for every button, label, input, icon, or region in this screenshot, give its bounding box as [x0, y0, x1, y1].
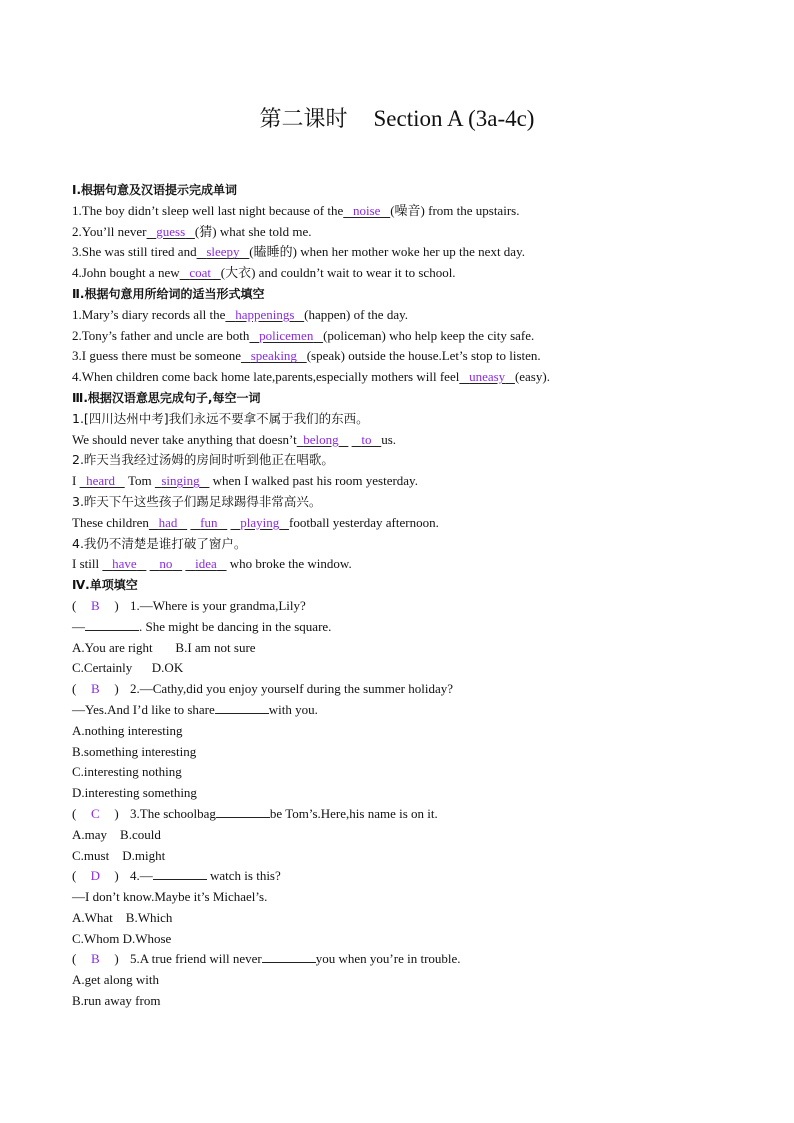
answer: no — [159, 556, 173, 572]
s4-q5-option: B.run away from — [72, 993, 161, 1009]
s4-q3-options-cd: C.must D.might — [72, 847, 166, 863]
answer-blank — [153, 867, 207, 880]
answer: D — [90, 868, 101, 884]
s3-q1-chinese: 1.[四川达州中考]我们永远不要拿不属于我们的东西。 — [72, 410, 369, 426]
answer: to — [361, 431, 372, 447]
answer: had — [158, 514, 178, 530]
answer: belong — [303, 431, 339, 447]
s3-q2-sentence: I heard Tom singing when I walked past his room yesterday. — [72, 473, 418, 489]
answer: uneasy — [469, 369, 506, 385]
answer-blank — [85, 618, 139, 631]
answer: speaking — [250, 348, 297, 364]
s4-q3-stem: ( C ) 3.The schoolbag be Tom’s.Here,his name is on it. — [72, 804, 762, 825]
s4-q4-options-cd: C.Whom D.Whose — [72, 930, 172, 946]
s4-q1-options-cd: C.Certainly D.OK — [72, 660, 184, 676]
answer: idea — [195, 556, 217, 572]
s4-q2-option: B.something interesting — [72, 743, 197, 759]
answer: fun — [200, 514, 218, 530]
s1-question-1: 1.The boy didn’t sleep well last night because of the noise (噪音) from the upstairs. — [72, 202, 520, 218]
answer: noise — [353, 202, 381, 218]
answer-blank — [262, 950, 316, 963]
title-en: Section A (3a-4c) — [373, 106, 535, 131]
s4-q1-options-ab: A.You are right B.I am not sure — [72, 639, 256, 655]
s2-question-3: 3.I guess there must be someone speaking (speak) outside the house.Let’s stop to listen. — [72, 348, 541, 364]
answer: coat — [189, 265, 212, 281]
s3-q3-chinese: 3.昨天下午这些孩子们踢足球踢得非常高兴。 — [72, 493, 322, 509]
s4-q4-line2: —I don’t know.Maybe it’s Michael’s. — [72, 889, 268, 905]
s2-question-1: 1.Mary’s diary records all the happenings (happen) of the day. — [72, 306, 408, 322]
s4-q1-line2: — . She might be dancing in the square. — [72, 618, 332, 634]
answer: guess — [156, 223, 186, 239]
s4-q2-line2: —Yes.And I’d like to share with you. — [72, 701, 318, 717]
section-4-heading: Ⅳ.单项填空 — [72, 578, 138, 593]
s3-q4-chinese: 4.我仍不清楚是谁打破了窗户。 — [72, 535, 247, 551]
answer: B — [91, 951, 100, 967]
answer: happenings — [235, 306, 295, 322]
title-cn: 第二课时 — [259, 107, 348, 132]
answer-blank — [215, 701, 269, 714]
answer: policemen — [259, 327, 314, 343]
answer: C — [91, 805, 100, 821]
s1-question-2: 2.You’ll never guess (猜) what she told me. — [72, 223, 312, 239]
s4-q5-stem: ( B ) 5.A true friend will never you when you’re in trouble. — [72, 949, 762, 970]
s4-q4-options-ab: A.What B.Which — [72, 909, 173, 925]
s4-q5-option: A.get along with — [72, 972, 160, 988]
section-1-heading: Ⅰ.根据句意及汉语提示完成单词 — [72, 183, 238, 197]
s4-q3-options-ab: A.may B.could — [72, 826, 161, 842]
s1-question-4: 4.John bought a new coat (大衣) and couldn’t wait to wear it to school. — [72, 265, 456, 281]
s4-q4-stem: ( D ) 4.— watch is this? — [72, 866, 762, 887]
s4-q2-option: C.interesting nothing — [72, 764, 182, 780]
s3-q1-sentence: We should never take anything that doesn’t belong to us. — [72, 431, 397, 447]
s3-q2-chinese: 2.昨天当我经过汤姆的房间时听到他正在唱歌。 — [72, 452, 334, 468]
page-title — [0, 104, 794, 135]
s4-q2-stem: ( B ) 2.—Cathy,did you enjoy yourself during the summer holiday? — [72, 679, 762, 700]
s3-q4-sentence: I still have no idea who broke the window. — [72, 556, 352, 572]
answer: sleepy — [206, 244, 240, 260]
answer: B — [91, 681, 100, 697]
answer: heard — [86, 473, 115, 489]
s4-q2-option: D.interesting something — [72, 785, 197, 801]
answer: have — [112, 556, 137, 572]
section-3-heading: Ⅲ.根据汉语意思完成句子,每空一词 — [72, 390, 261, 405]
section-2-heading: Ⅱ.根据句意用所给词的适当形式填空 — [72, 286, 265, 301]
s2-question-2: 2.Tony’s father and uncle are both policemen (policeman) who help keep the city safe. — [72, 327, 535, 343]
s4-q2-option: A.nothing interesting — [72, 722, 183, 738]
worksheet — [72, 180, 762, 1012]
s1-question-3: 3.She was still tired and sleepy (瞌睡的) when her mother woke her up the next day. — [72, 244, 525, 260]
answer: singing — [161, 473, 200, 489]
answer: playing — [240, 514, 280, 530]
answer-blank — [216, 805, 270, 818]
answer: B — [91, 597, 100, 613]
s2-question-4: 4.When children come back home late,parents,especially mothers will feel uneasy (easy). — [72, 369, 550, 385]
s4-q1-stem: ( B ) 1.—Where is your grandma,Lily? — [72, 596, 762, 617]
s3-q3-sentence: These children had fun playing football yesterday afternoon. — [72, 514, 439, 530]
